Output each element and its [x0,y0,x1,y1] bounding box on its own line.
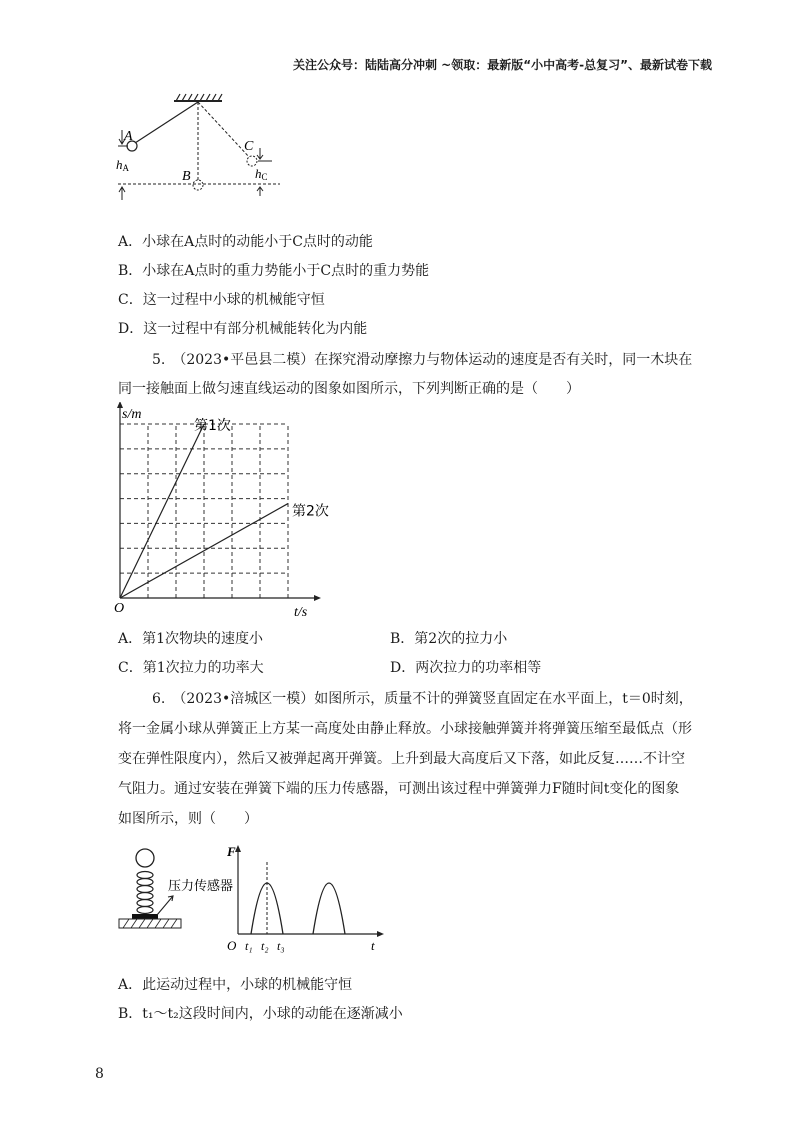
arrow-c-down [257,148,263,159]
q6-option-a: A．此运动过程中，小球的机械能守恒 [118,977,353,993]
q6-stem-line4: 气阻力。通过安装在弹簧下端的压力传感器，可测出该过程中弹簧弹力F随时间t变化的图象 [118,781,680,797]
x-axis-arrow [314,595,321,601]
label-hc: hC [255,166,268,182]
origin-label: O [114,601,125,616]
q4-option-c: C．这一过程中小球的机械能守恒 [118,292,325,308]
ball-c [247,156,257,166]
s-t-chart [108,402,338,624]
page-number: 8 [95,1066,104,1082]
metal-ball [136,849,154,867]
q6-stem-line2: 将一金属小球从弹簧正上方某一高度处由静止释放。小球接触弹簧并将弹簧压缩至最低点（形 [118,721,692,737]
series-label-2: 第2次 [292,503,329,520]
spring-apparatus [119,849,233,928]
q6-option-b: B．t₁～t₂这段时间内，小球的动能在逐渐减小 [118,1006,403,1022]
label-a: A [124,129,133,144]
t2-label: t₂ [261,939,269,953]
series-line-1 [120,424,204,598]
force-time-graph [226,844,384,953]
sensor-label: 压力传感器 [168,879,234,894]
q5-stem-line2: 同一接触面上做匀速直线运动的图象如图所示，下列判断正确的是（ ） [118,381,580,397]
pressure-sensor [132,914,158,919]
o-label: O [227,938,237,953]
q4-option-a: A．小球在A点时的动能小于C点时的动能 [118,234,373,250]
q5-stem-line1: 5. （2023•平邑县二模）在探究滑动摩擦力与物体运动的速度是否有关时，同一木块在 [152,352,693,368]
label-ha: hA [116,157,129,173]
ball-b [193,180,203,190]
q6-stem-line1: 6. （2023•涪城区一模）如图所示，质量不计的弹簧竖直固定在水平面上，t＝0时刻， [152,691,693,707]
q4-option-d: D．这一过程中有部分机械能转化为内能 [118,321,368,337]
q5-option-b: B．第2次的拉力小 [390,631,508,647]
series-label-1: 第1次 [194,418,231,434]
pendulum-figure [110,92,290,202]
t1-label: t₁ [245,939,253,953]
string-a [135,102,198,143]
label-c: C [244,139,254,154]
y-axis-label: s/m [122,407,142,422]
t3-label: t₃ [277,939,285,953]
label-b: B [182,169,191,184]
header-note: 关注公众号：陆陆高分冲刺 ~领取：最新版“小中高考-总复习”、最新试卷下载 [293,58,712,72]
string-c [198,102,250,158]
sensor-pointer [157,896,173,915]
q4-option-b: B．小球在A点时的重力势能小于C点时的重力势能 [118,263,430,279]
spring-force-figure [115,838,390,956]
q5-option-c: C．第1次拉力的功率大 [118,660,264,676]
q6-stem-line5: 如图所示，则（ ） [118,811,258,827]
f-label: F [227,844,236,859]
force-pulse-2 [313,883,345,934]
ceiling-support [174,94,222,101]
q5-option-a: A．第1次物块的速度小 [118,631,264,647]
chart-grid [120,424,288,598]
q5-option-d: D．两次拉力的功率相等 [390,660,542,676]
t-label: t [371,938,375,953]
q6-stem-line3: 变在弹性限度内），然后又被弹起离开弹簧。上升到最大高度后又下落，如此反复……不计空 [118,751,685,767]
arrow-a-up [119,187,125,200]
x-axis-label: t/s [294,605,308,620]
arrow-c-up [257,187,263,196]
